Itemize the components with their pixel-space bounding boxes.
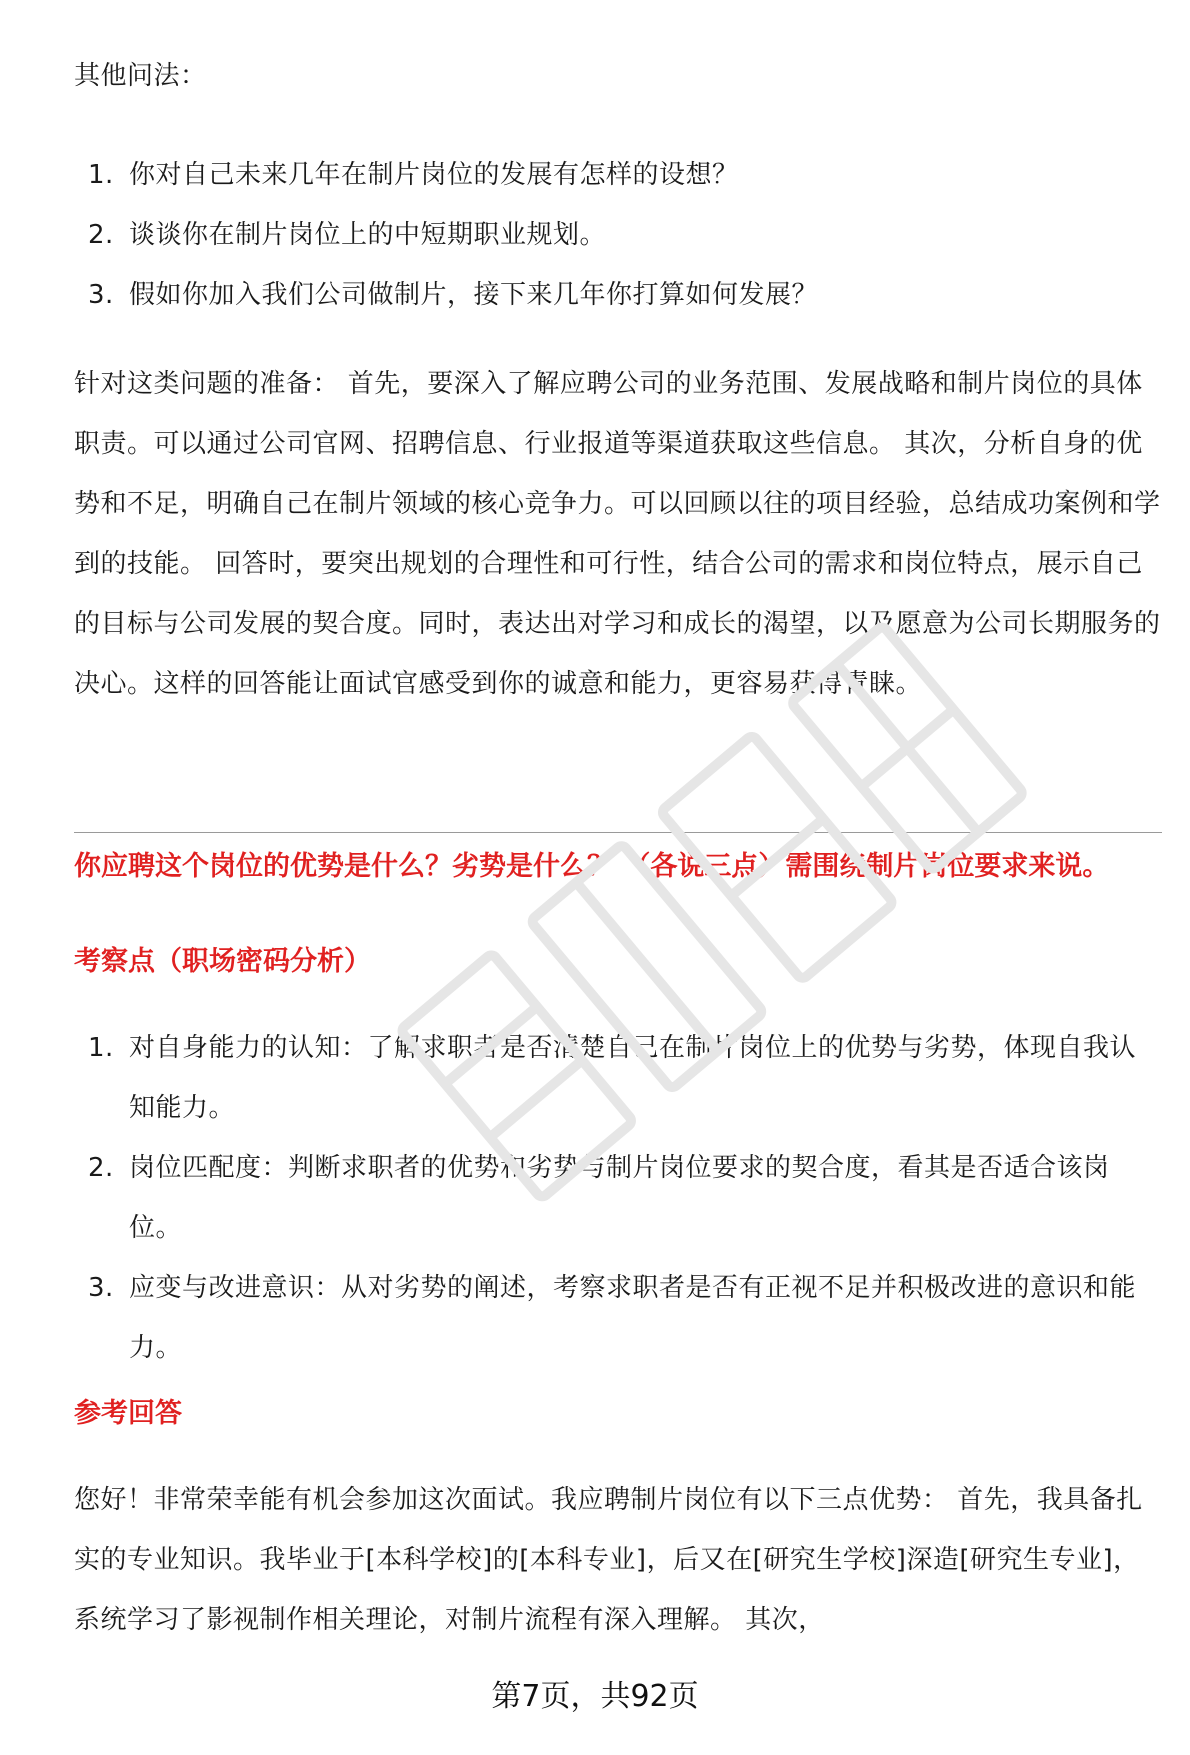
reference-answer-paragraph: 您好！非常荣幸能有机会参加这次面试。我应聘制片岗位有以下三点优势： 首先，我具备扎实的专业知识。我毕业于[本科学校]的[本科专业]，后又在[研究生学校]深造[研究生专业]，系统学习了影视制作相关理论，对制片流程有深入理解。 其次， bbox=[74, 1485, 1143, 1635]
list-text: 应变与改进意识：从对劣势的阐述，考察求职者是否有正视不足并积极改进的意识和能力。 bbox=[129, 1273, 1137, 1363]
list-item bbox=[74, 1258, 1162, 1378]
list-item bbox=[74, 265, 1162, 325]
other-questions-list bbox=[74, 145, 1162, 325]
list-number: 3. bbox=[88, 280, 114, 310]
list-item bbox=[74, 1138, 1162, 1258]
preparation-paragraph: 针对这类问题的准备： 首先，要深入了解应聘公司的业务范围、发展战略和制片岗位的具体职责。可以通过公司官网、招聘信息、行业报道等渠道获取这些信息。 其次，分析自身的优势和不足，明确自己在制片领域的核心竞争力。可以回顾以往的项目经验，总结成功案例和学到的技能。 回答时，要突出规划的合理性和可行性，结合公司的需求和岗位特点，展示自己的目标与公司发展的契合度。同时，表达出对学习和成长的渴望，以及愿意为公司长期服务的决心。这样的回答能让面试官感受到你的诚意和能力，更容易获得青睐。 bbox=[74, 369, 1161, 699]
other-questions-label: 其他问法： bbox=[74, 61, 207, 91]
list-number: 1. bbox=[88, 1033, 114, 1063]
assessment-title: 考察点（职场密码分析） bbox=[74, 946, 371, 977]
page-number-footer: 第7页，共92页 bbox=[491, 1679, 699, 1714]
list-number: 3. bbox=[88, 1273, 114, 1303]
list-text: 对自身能力的认知：了解求职者是否清楚自己在制片岗位上的优势与劣势，体现自我认知能力。 bbox=[129, 1033, 1137, 1123]
section-divider bbox=[74, 832, 1162, 833]
list-text: 岗位匹配度：判断求职者的优势和劣势与制片岗位要求的契合度，看其是否适合该岗位。 bbox=[129, 1153, 1110, 1243]
list-number: 2. bbox=[88, 220, 114, 250]
list-text: 谈谈你在制片岗位上的中短期职业规划。 bbox=[129, 220, 607, 250]
list-item bbox=[74, 145, 1162, 205]
list-number: 2. bbox=[88, 1153, 114, 1183]
reference-answer-title: 参考回答 bbox=[74, 1398, 182, 1429]
question-title: 你应聘这个岗位的优势是什么？劣势是什么？ （各说三点）需围绕制片岗位要求来说。 bbox=[74, 851, 1110, 882]
list-number: 1. bbox=[88, 160, 114, 190]
assessment-points-list bbox=[74, 1018, 1162, 1378]
list-item bbox=[74, 1018, 1162, 1138]
list-item bbox=[74, 205, 1162, 265]
list-text: 假如你加入我们公司做制片，接下来几年你打算如何发展？ bbox=[129, 280, 819, 310]
list-text: 你对自己未来几年在制片岗位的发展有怎样的设想？ bbox=[129, 160, 739, 190]
